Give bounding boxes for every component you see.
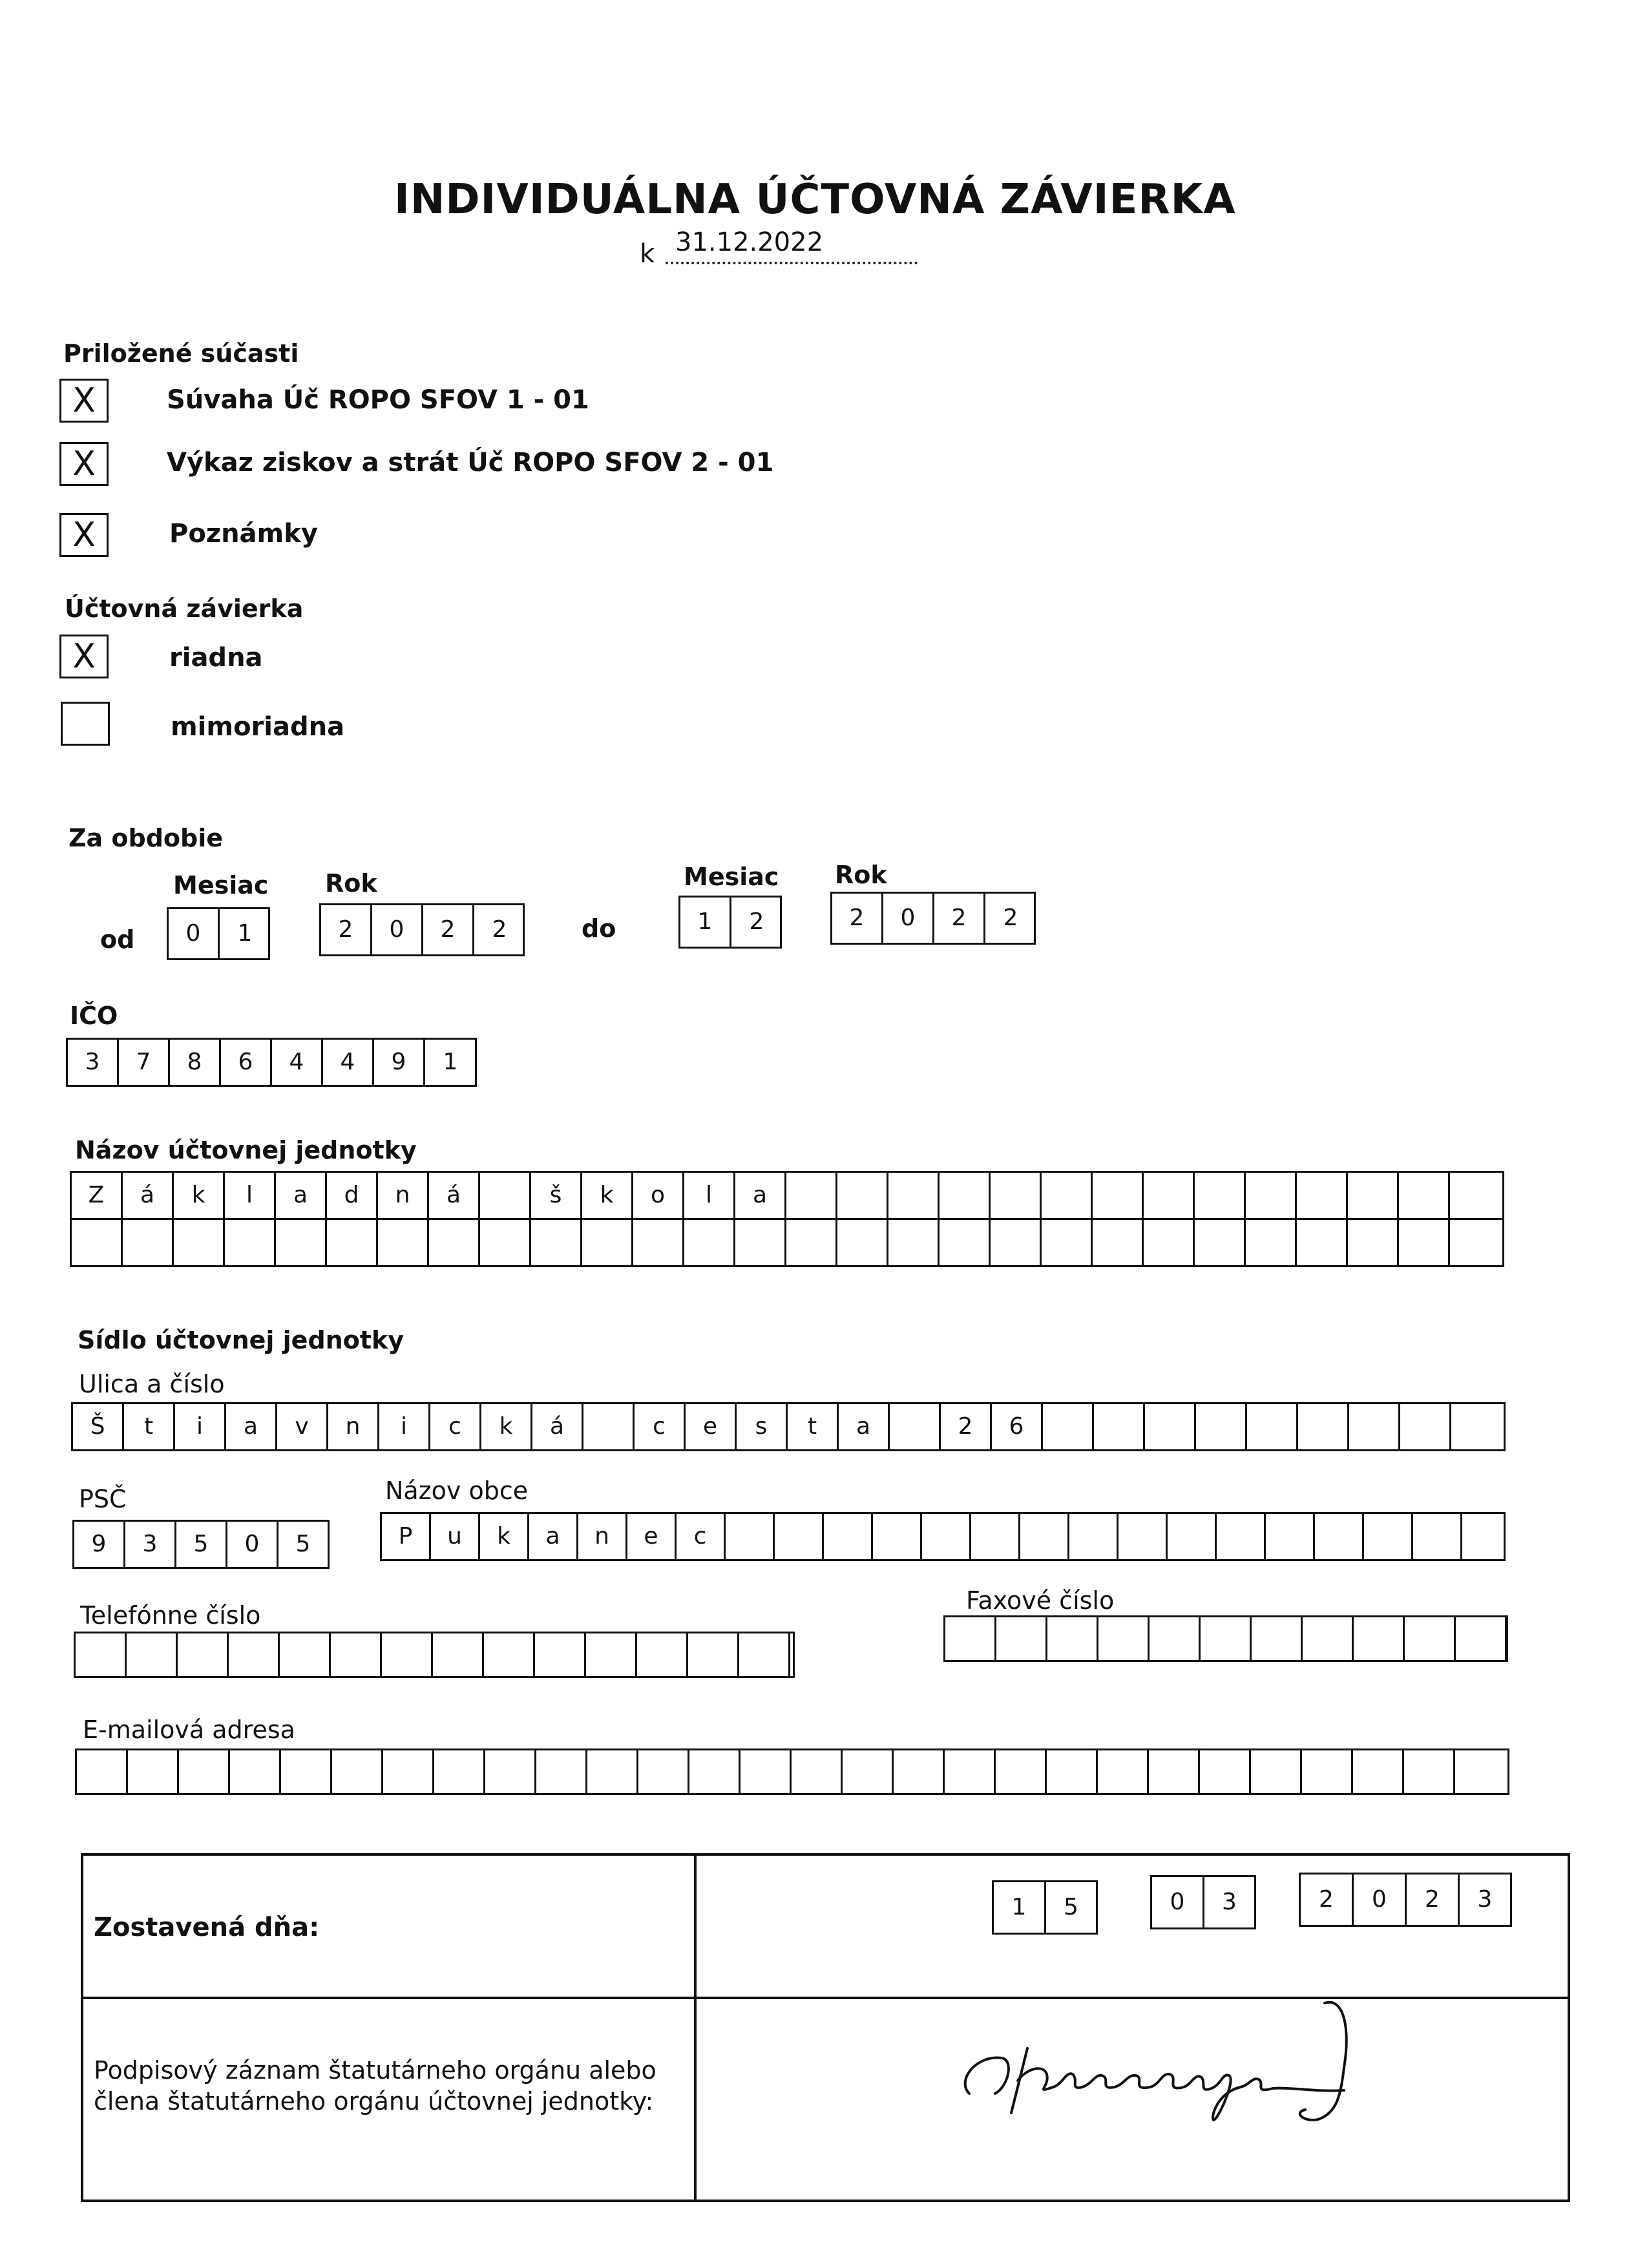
unit-name-row-1[interactable]	[70, 1171, 1504, 1220]
char-box	[1462, 1514, 1506, 1559]
char-box	[433, 1633, 484, 1676]
char-box	[382, 1633, 433, 1676]
char-box	[1297, 1173, 1348, 1218]
char-box: t	[124, 1404, 175, 1449]
char-box: 1	[994, 1882, 1046, 1933]
char-box: a	[839, 1404, 890, 1449]
char-box: u	[431, 1514, 480, 1559]
char-box	[174, 1220, 225, 1265]
char-box: 2	[1003, 905, 1018, 931]
made-month-boxes[interactable]	[1150, 1875, 1256, 1929]
handwritten-signature	[956, 1990, 1422, 2132]
char-box: 1	[237, 920, 253, 947]
char-box	[127, 1633, 178, 1676]
char-box	[1145, 1404, 1196, 1449]
char-box: Š	[73, 1404, 124, 1449]
char-box: t	[788, 1404, 839, 1449]
to-label: do	[582, 914, 616, 943]
char-box: l	[225, 1173, 276, 1218]
char-box: 2	[832, 894, 883, 943]
city-label: Názov obce	[385, 1476, 529, 1505]
char-box	[1093, 1173, 1144, 1218]
char-box	[531, 1220, 582, 1265]
char-box	[1093, 1220, 1144, 1265]
char-box	[1399, 1220, 1450, 1265]
char-box: i	[379, 1404, 430, 1449]
char-box: á	[123, 1173, 174, 1218]
char-box: Z	[72, 1173, 123, 1218]
char-box: P	[382, 1514, 431, 1559]
char-box: a	[226, 1404, 277, 1449]
char-box	[1450, 1220, 1501, 1265]
char-box: 1	[680, 898, 731, 947]
char-box	[1455, 1750, 1506, 1793]
made-day-boxes[interactable]	[992, 1880, 1098, 1935]
seat-heading: Sídlo účtovnej jednotky	[78, 1326, 404, 1354]
char-box	[280, 1633, 331, 1676]
char-box	[1047, 1617, 1098, 1660]
char-box: 5	[176, 1522, 227, 1567]
char-box: 2	[321, 905, 372, 954]
char-box	[775, 1514, 824, 1559]
char-box: 4	[323, 1040, 374, 1085]
char-box	[637, 1633, 688, 1676]
char-box	[76, 1633, 127, 1676]
char-box	[1069, 1514, 1119, 1559]
fax-label: Faxové číslo	[966, 1586, 1115, 1615]
char-box: 3	[1222, 1889, 1237, 1915]
char-box: a	[735, 1173, 786, 1218]
char-box	[1196, 1404, 1247, 1449]
char-box	[332, 1750, 383, 1793]
char-box	[1364, 1514, 1413, 1559]
char-box	[1119, 1514, 1168, 1559]
char-box: 3	[68, 1040, 119, 1085]
char-box: c	[430, 1404, 481, 1449]
char-box	[77, 1750, 128, 1793]
char-box	[1217, 1514, 1266, 1559]
char-box: 0	[1354, 1874, 1407, 1925]
char-box	[1098, 1750, 1149, 1793]
char-box: k	[174, 1173, 225, 1218]
char-box	[1252, 1617, 1303, 1660]
label-regular: riadna	[169, 643, 263, 673]
char-box	[837, 1220, 888, 1265]
unit-name-label: Názov účtovnej jednotky	[75, 1136, 417, 1164]
char-box	[1149, 1750, 1200, 1793]
char-box: c	[677, 1514, 726, 1559]
char-box	[1302, 1750, 1353, 1793]
char-box: 5	[295, 1531, 311, 1557]
checkbox-balance-sheet[interactable]: X	[59, 379, 109, 423]
char-box	[1042, 1220, 1093, 1265]
char-box	[1348, 1173, 1399, 1218]
char-box	[1144, 1173, 1195, 1218]
label-extraordinary: mimoriadna	[171, 712, 345, 742]
char-box	[996, 1750, 1047, 1793]
char-box	[1246, 1173, 1297, 1218]
made-on-label: Zostavená dňa:	[94, 1913, 320, 1942]
label-balance-sheet: Súvaha Úč ROPO SFOV 1 - 01	[167, 385, 589, 415]
char-box	[786, 1173, 837, 1218]
char-box: a	[276, 1173, 327, 1218]
char-box	[684, 1220, 735, 1265]
char-box	[179, 1750, 230, 1793]
char-box	[894, 1750, 945, 1793]
char-box	[230, 1750, 281, 1793]
char-box	[536, 1750, 587, 1793]
char-box: v	[277, 1404, 328, 1449]
char-box	[1349, 1404, 1400, 1449]
attached-heading: Priložené súčasti	[63, 339, 299, 368]
char-box: š	[531, 1173, 582, 1218]
phone-label: Telefónne číslo	[80, 1601, 261, 1630]
char-box: 2	[934, 894, 985, 943]
char-box: e	[627, 1514, 677, 1559]
char-box: s	[737, 1404, 788, 1449]
char-box: n	[328, 1404, 379, 1449]
char-box	[225, 1220, 276, 1265]
from-label: od	[100, 925, 135, 954]
char-box	[429, 1220, 480, 1265]
char-box: 0	[372, 905, 423, 954]
checkbox-profit-loss[interactable]: X	[59, 442, 109, 486]
char-box: 2	[941, 1404, 992, 1449]
char-box	[535, 1633, 586, 1676]
char-box	[922, 1514, 971, 1559]
char-box	[480, 1220, 531, 1265]
char-box	[726, 1514, 775, 1559]
label-notes: Poznámky	[169, 519, 318, 549]
from-year-label: Rok	[325, 869, 377, 898]
char-box	[583, 1404, 635, 1449]
char-box	[327, 1220, 378, 1265]
char-box	[1315, 1514, 1364, 1559]
char-box: á	[429, 1173, 480, 1218]
char-box	[1399, 1173, 1450, 1218]
char-box	[331, 1633, 382, 1676]
char-box	[1042, 1173, 1093, 1218]
char-box	[1195, 1220, 1246, 1265]
char-box	[837, 1173, 888, 1218]
closing-heading: Účtovná závierka	[65, 594, 304, 623]
char-box: 6	[992, 1404, 1043, 1449]
char-box: 0	[1152, 1877, 1204, 1927]
char-box: 1	[443, 1049, 458, 1075]
char-box	[991, 1173, 1042, 1218]
char-box: i	[175, 1404, 226, 1449]
date-dotted-line	[666, 262, 918, 264]
char-box	[1251, 1750, 1302, 1793]
char-box	[178, 1633, 229, 1676]
street-boxes[interactable]	[71, 1402, 1506, 1451]
char-box: 2	[749, 908, 764, 935]
char-box: k	[480, 1514, 529, 1559]
char-box	[890, 1404, 941, 1449]
made-year-boxes[interactable]	[1299, 1873, 1512, 1927]
char-box	[378, 1220, 429, 1265]
char-box	[689, 1750, 740, 1793]
char-box	[434, 1750, 485, 1793]
char-box: a	[529, 1514, 578, 1559]
char-box	[1246, 1220, 1297, 1265]
char-box	[739, 1633, 790, 1676]
from-month-boxes[interactable]	[167, 907, 270, 960]
char-box	[888, 1173, 940, 1218]
street-label: Ulica a číslo	[79, 1370, 225, 1398]
char-box	[888, 1220, 940, 1265]
char-box	[276, 1220, 327, 1265]
char-box: 5	[1064, 1894, 1078, 1920]
char-box: 6	[221, 1040, 272, 1085]
char-box	[824, 1514, 873, 1559]
char-box: 0	[227, 1522, 278, 1567]
char-box	[638, 1750, 689, 1793]
email-boxes[interactable]	[75, 1748, 1509, 1795]
char-box	[1353, 1750, 1404, 1793]
char-box: 0	[169, 909, 220, 958]
char-box	[72, 1220, 123, 1265]
char-box: d	[327, 1173, 378, 1218]
char-box	[229, 1633, 280, 1676]
char-box	[1404, 1750, 1455, 1793]
char-box	[1200, 1750, 1251, 1793]
fax-boxes[interactable]	[943, 1615, 1508, 1662]
date-prefix: k	[640, 239, 655, 269]
char-box: 3	[1477, 1886, 1493, 1913]
page-title: INDIVIDUÁLNA ÚČTOVNÁ ZÁVIERKA	[394, 176, 1236, 224]
char-box	[1098, 1617, 1150, 1660]
date-value[interactable]: 31.12.2022	[675, 227, 824, 257]
char-box: 4	[272, 1040, 323, 1085]
char-box	[1400, 1404, 1451, 1449]
char-box	[1150, 1617, 1201, 1660]
char-box	[1413, 1514, 1462, 1559]
char-box: á	[532, 1404, 583, 1449]
period-heading: Za obdobie	[68, 824, 224, 852]
unit-name-row-2[interactable]	[70, 1218, 1504, 1267]
char-box	[1201, 1617, 1252, 1660]
char-box	[1450, 1173, 1501, 1218]
label-profit-loss: Výkaz ziskov a strát Úč ROPO SFOV 2 - 01	[167, 448, 774, 478]
char-box	[484, 1633, 535, 1676]
char-box	[945, 1750, 996, 1793]
char-box: 9	[74, 1522, 125, 1567]
char-box	[587, 1750, 638, 1793]
char-box: 3	[125, 1522, 176, 1567]
char-box	[940, 1173, 991, 1218]
table-column-divider	[694, 1856, 697, 2200]
checkbox-extraordinary[interactable]	[61, 702, 110, 746]
char-box: 7	[119, 1040, 170, 1085]
char-box: o	[633, 1173, 684, 1218]
char-box	[1144, 1220, 1195, 1265]
char-box	[1247, 1404, 1298, 1449]
char-box	[740, 1750, 792, 1793]
ico-label: IČO	[70, 1002, 118, 1030]
char-box	[735, 1220, 786, 1265]
char-box	[1047, 1750, 1098, 1793]
char-box: 2	[1407, 1874, 1460, 1925]
char-box	[128, 1750, 179, 1793]
city-boxes[interactable]	[380, 1512, 1506, 1561]
checkbox-notes[interactable]: X	[59, 513, 109, 557]
char-box	[1266, 1514, 1315, 1559]
char-box: n	[578, 1514, 627, 1559]
char-box	[1043, 1404, 1094, 1449]
char-box	[1298, 1404, 1349, 1449]
to-month-boxes[interactable]	[678, 896, 782, 949]
char-box	[786, 1220, 837, 1265]
to-year-boxes[interactable]	[830, 892, 1036, 945]
char-box	[633, 1220, 684, 1265]
char-box	[1354, 1617, 1405, 1660]
char-box: 0	[883, 894, 934, 943]
char-box	[586, 1633, 637, 1676]
psc-boxes[interactable]	[72, 1520, 330, 1569]
char-box: e	[686, 1404, 737, 1449]
from-year-boxes[interactable]	[319, 903, 525, 956]
to-month-label: Mesiac	[684, 863, 779, 891]
char-box: k	[582, 1173, 633, 1218]
char-box: 9	[374, 1040, 425, 1085]
char-box	[1168, 1514, 1217, 1559]
char-box	[940, 1220, 991, 1265]
char-box	[1348, 1220, 1399, 1265]
to-year-label: Rok	[835, 861, 887, 889]
checkbox-regular[interactable]: X	[59, 635, 109, 678]
char-box: l	[684, 1173, 735, 1218]
char-box	[1303, 1617, 1354, 1660]
char-box	[945, 1617, 996, 1660]
char-box: c	[635, 1404, 686, 1449]
char-box	[480, 1173, 531, 1218]
char-box	[383, 1750, 434, 1793]
char-box	[1451, 1404, 1502, 1449]
char-box	[485, 1750, 536, 1793]
char-box	[1094, 1404, 1145, 1449]
char-box	[991, 1220, 1042, 1265]
email-label: E-mailová adresa	[83, 1716, 295, 1744]
psc-label: PSČ	[79, 1485, 127, 1513]
char-box: n	[378, 1173, 429, 1218]
char-box	[996, 1617, 1047, 1660]
char-box	[1020, 1514, 1069, 1559]
char-box	[123, 1220, 174, 1265]
char-box: k	[481, 1404, 532, 1449]
char-box	[281, 1750, 332, 1793]
char-box	[582, 1220, 633, 1265]
char-box	[792, 1750, 843, 1793]
char-box	[843, 1750, 894, 1793]
ico-boxes[interactable]	[66, 1038, 477, 1087]
char-box	[971, 1514, 1020, 1559]
char-box	[1195, 1173, 1246, 1218]
char-box: 2	[423, 905, 474, 954]
signature-label: Podpisový záznam štatutárneho orgánu alebo člena štatutárneho orgánu účtovnej jednotky:	[94, 2056, 656, 2116]
char-box	[790, 1633, 793, 1676]
char-box	[1456, 1617, 1507, 1660]
char-box: 2	[492, 916, 507, 943]
char-box	[1405, 1617, 1456, 1660]
char-box: 8	[170, 1040, 221, 1085]
phone-boxes[interactable]	[74, 1632, 795, 1678]
char-box	[1297, 1220, 1348, 1265]
from-month-label: Mesiac	[173, 871, 269, 899]
char-box: 2	[1301, 1874, 1354, 1925]
char-box	[688, 1633, 739, 1676]
char-box	[873, 1514, 922, 1559]
